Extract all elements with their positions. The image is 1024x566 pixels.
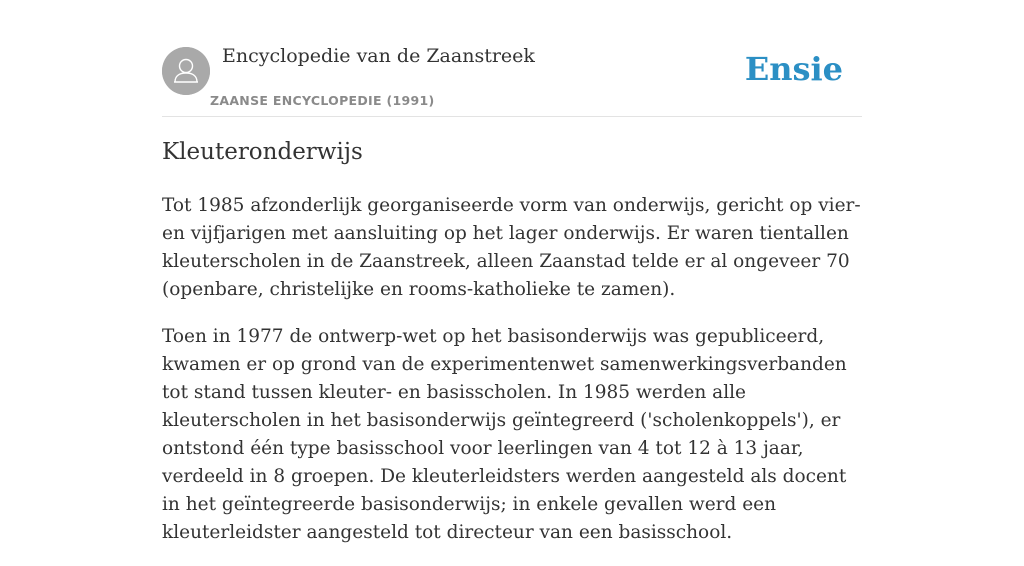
source-header [162, 0, 862, 117]
source-title[interactable]: Encyclopedie van de Zaanstreek [222, 45, 535, 67]
article-paragraph: Tot 1985 afzonderlijk georganiseerde vorm van onderwijs, gericht op vier- en vijfjarigen met aansluiting op het lager onderwijs. Er waren tientallen kleuterscholen in de Zaanstreek, alleen Zaanstad telde er al ongeveer 70 (openbare, christelijke en rooms-katholieke te zamen). [162, 195, 861, 300]
ensie-logo[interactable]: Ensie [744, 50, 843, 88]
source-subtitle: ZAANSE ENCYCLOPEDIE (1991) [210, 93, 435, 108]
article-body [162, 192, 867, 566]
article-paragraph: Toen in 1977 de ontwerp-wet op het basisonderwijs was gepubliceerd, kwamen er op grond van de experimentenwet samenwerkingsverbanden tot stand tussen kleuter- en basisscholen. In 1985 werden alle kleuterscholen in het basisonderwijs geïntegreerd ('scholenkoppels'), er ontstond één type basisschool voor leerlingen van 4 tot 12 à 13 jaar, verdeeld in 8 groepen. De kleuterleidsters werden aangesteld als docent in het geïntegreerde basisonderwijs; in enkele gevallen werd een kleuterleidster aangesteld tot directeur van een basisschool. [162, 326, 847, 543]
user-icon[interactable] [162, 47, 210, 95]
article-title: Kleuteronderwijs [162, 139, 363, 165]
